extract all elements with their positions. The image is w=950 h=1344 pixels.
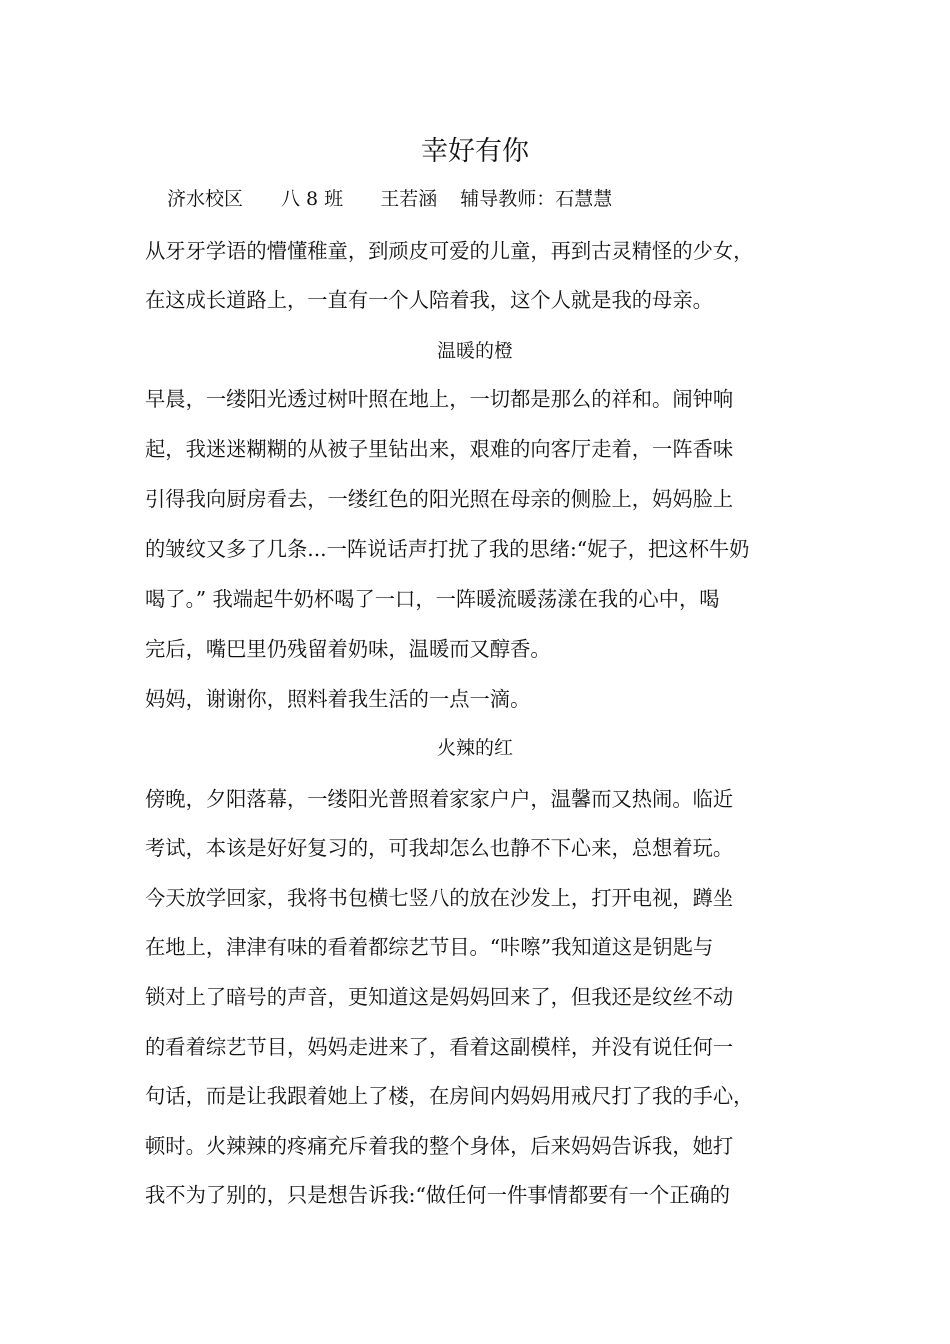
paragraph-line: 考试，本该是好好复习的，可我却怎么也静不下心来，总想着玩。 xyxy=(145,836,734,860)
paragraph-line: 在地上，津津有味的看着都综艺节目。“咔嚓”我知道这是钥匙与 xyxy=(145,935,714,959)
paragraph-line: 我不为了别的，只是想告诉我:“做任何一件事情都要有一个正确的 xyxy=(145,1183,731,1207)
section-heading: 温暖的橙 xyxy=(436,340,513,362)
paragraph-line: 完后，嘴巴里仍残留着奶味，温暖而又醇香。 xyxy=(145,637,551,661)
teacher-name: 辅导教师：石慧慧 xyxy=(460,188,613,210)
paragraph-line: 的皱纹又多了几条...一阵说话声打扰了我的思绪:“妮子，把这杯牛奶 xyxy=(145,537,750,561)
campus-label: 济水校区 xyxy=(167,188,244,210)
intro-line: 从牙牙学语的懵懂稚童，到顽皮可爱的儿童，再到古灵精怪的少女， xyxy=(145,239,754,263)
paragraph-line: 的看着综艺节目，妈妈走进来了，看着这副模样，并没有说任何一 xyxy=(145,1035,734,1059)
paragraph-line: 锁对上了暗号的声音，更知道这是妈妈回来了，但我还是纹丝不动 xyxy=(145,985,734,1009)
paragraph-line: 起，我迷迷糊糊的从被子里钻出来，艰难的向客厅走着，一阵香味 xyxy=(145,437,734,461)
class-label: 八 8 班 xyxy=(281,188,344,210)
student-name: 王若涵 xyxy=(380,188,438,210)
paragraph-line: 喝了。” 我端起牛奶杯喝了一口，一阵暖流暖荡漾在我的心中，喝 xyxy=(145,587,720,611)
paragraph-line: 引得我向厨房看去，一缕红色的阳光照在母亲的侧脸上，妈妈脸上 xyxy=(145,487,734,511)
intro-line: 在这成长道路上，一直有一个人陪着我，这个人就是我的母亲。 xyxy=(145,288,713,312)
paragraph-line: 顿时。火辣辣的疼痛充斥着我的整个身体，后来妈妈告诉我，她打 xyxy=(145,1134,734,1158)
paragraph-line: 句话，而是让我跟着她上了楼，在房间内妈妈用戒尺打了我的手心， xyxy=(145,1084,754,1108)
essay-title: 幸好有你 xyxy=(421,136,529,167)
paragraph-line: 妈妈，谢谢你，照料着我生活的一点一滴。 xyxy=(145,687,531,711)
paragraph-line: 早晨，一缕阳光透过树叶照在地上，一切都是那么的祥和。闹钟响 xyxy=(145,387,734,411)
section-heading: 火辣的红 xyxy=(436,737,513,759)
author-byline xyxy=(167,184,612,214)
paragraph-line: 傍晚，夕阳落幕，一缕阳光普照着家家户户，温馨而又热闹。临近 xyxy=(145,787,734,811)
paragraph-line: 今天放学回家，我将书包横七竖八的放在沙发上，打开电视，蹲坐 xyxy=(145,886,734,910)
